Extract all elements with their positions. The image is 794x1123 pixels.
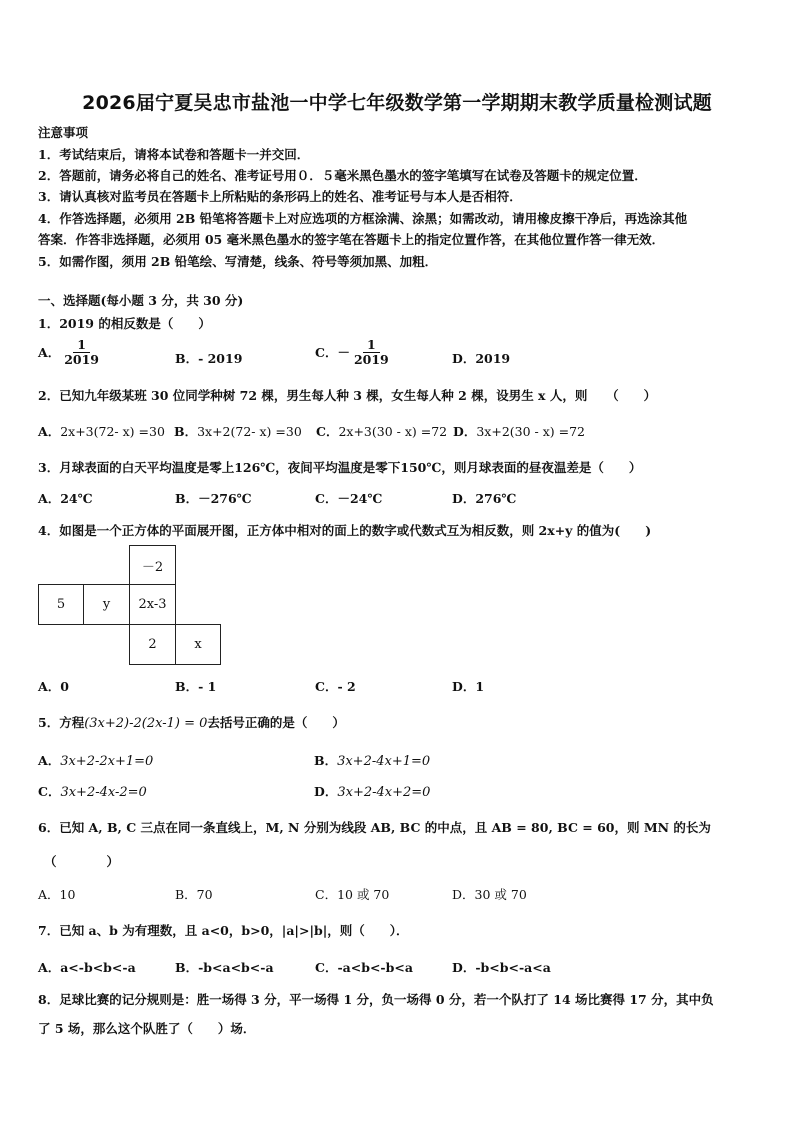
q2-option-a: A．2x+3(72- x) =30 [38,424,165,439]
q3-option-c: C．－24℃ [315,491,383,506]
q6-option-b: B．70 [175,887,213,902]
q2-option-c: C．2x+3(30 - x) =72 [316,424,448,439]
notice-line: 3．请认真核对监考员在答题卡上所粘贴的条形码上的姓名、准考证号与本人是否相符． [38,189,522,204]
notice-line: 2．答题前，请务必将自己的姓名、准考证号用０．５毫米黑色墨水的签字笔填写在试卷及答题卡的规定位置． [38,168,647,183]
notice-line: 1．考试结束后，请将本试卷和答题卡一并交回． [38,147,310,162]
question-6-answer-paren: （ ） [44,854,120,869]
question-5-stem: 5．方程(3x+2)-2(2x-1) = 0去括号正确的是（ ） [38,715,345,731]
q4-option-b: B．- 1 [175,679,217,694]
q7-option-b: B．-b<a<b<-a [175,960,274,975]
q3-option-b: B．－276℃ [175,491,252,506]
question-1-stem: 1．2019 的相反数是（ ） [38,316,211,331]
question-4-stem: 4．如图是一个正方体的平面展开图，正方体中相对的面上的数字或代数式互为相反数，则 2x+y 的值为( ) [38,523,652,538]
question-7-stem: 7．已知 a、b 为有理数，且 a<0，b>0，|a|>|b|，则（ ）． [38,923,409,938]
notice-line: 4．作答选择题，必须用 2B 铅笔将答题卡上对应选项的方框涂满、涂黑；如需改动，请用橡皮擦干净后，再选涂其他 [38,211,688,226]
notice-line: 5．如需作图，须用 2B 铅笔绘、写清楚，线条、符号等须加黑、加粗． [38,254,438,269]
fraction: $\frac{1}{2019}$ [353,337,389,367]
net-cell-middle: y [83,584,130,625]
q1-option-b: B．- 2019 [175,351,243,366]
question-8-stem: 8．足球比赛的记分规则是：胜一场得 3 分，平一场得 1 分，负一场得 0 分，若一个队打了 14 场比赛得 17 分，其中负 [38,992,714,1007]
q7-option-c: C．-a<b<-b<a [315,960,413,975]
question-6-stem: 6．已知 A, B, C 三点在同一条直线上，M, N 分别为线段 AB, BC 的中点，且 AB = 80, BC = 60，则 MN 的长为 [38,820,711,835]
q1-option-c: C．－ $\frac{1}{2019}$ [315,338,393,367]
q5-option-c: C．3x+2-4x-2=0 [38,784,147,800]
q6-option-a: A．10 [38,887,76,902]
q6-option-d: D．30 或 70 [452,887,527,902]
net-cell-below: 2 [129,624,176,665]
question-8-stem-cont: 了 5 场，那么这个队胜了（ ）场． [38,1021,256,1036]
q1-option-d: D．2019 [452,351,511,366]
net-cell-center: 2x-3 [129,584,176,625]
q2-option-d: D．3x+2(30 - x) =72 [453,424,586,439]
q4-option-d: D．1 [452,679,485,694]
net-cell-left: 5 [38,584,84,625]
notice-heading: 注意事项 [38,125,89,140]
page-title: 2026届宁夏吴忠市盐池一中学七年级数学第一学期期末教学质量检测试题 [82,92,712,114]
q5-option-b: B．3x+2-4x+1=0 [314,753,431,769]
net-cell-right: x [175,624,221,665]
q7-option-d: D．-b<b<-a<a [452,960,551,975]
q6-option-c: C．10 或 70 [315,887,390,902]
question-2-stem: 2．已知九年级某班 30 位同学种树 72 棵，男生每人种 3 棵，女生每人种 2 棵，设男生 x 人，则 （ ） [38,388,657,403]
net-cell-top: －2 [129,545,176,585]
q1-option-a: A． $\frac{1}{2019}$ [38,338,103,367]
fraction: $\frac{1}{2019}$ [64,337,99,367]
q3-option-d: D．276℃ [452,491,517,506]
q5-option-a: A．3x+2-2x+1=0 [38,753,154,769]
notice-line: 答案．作答非选择题，必须用 05 毫米黑色墨水的签字笔在答题卡上的指定位置作答，在其他位置作答一律无效． [38,232,665,247]
q5-option-d: D．3x+2-4x+2=0 [314,784,431,800]
question-3-stem: 3．月球表面的白天平均温度是零上126℃，夜间平均温度是零下150℃，则月球表面的昼夜温差是（ ） [38,460,642,475]
q2-option-b: B．3x+2(72- x) =30 [174,424,302,439]
q7-option-a: A．a<-b<b<-a [38,960,136,975]
q4-option-c: C．- 2 [315,679,356,694]
q4-option-a: A．0 [38,679,69,694]
q3-option-a: A．24℃ [38,491,93,506]
section-heading: 一、选择题(每小题 3 分，共 30 分) [38,293,244,308]
